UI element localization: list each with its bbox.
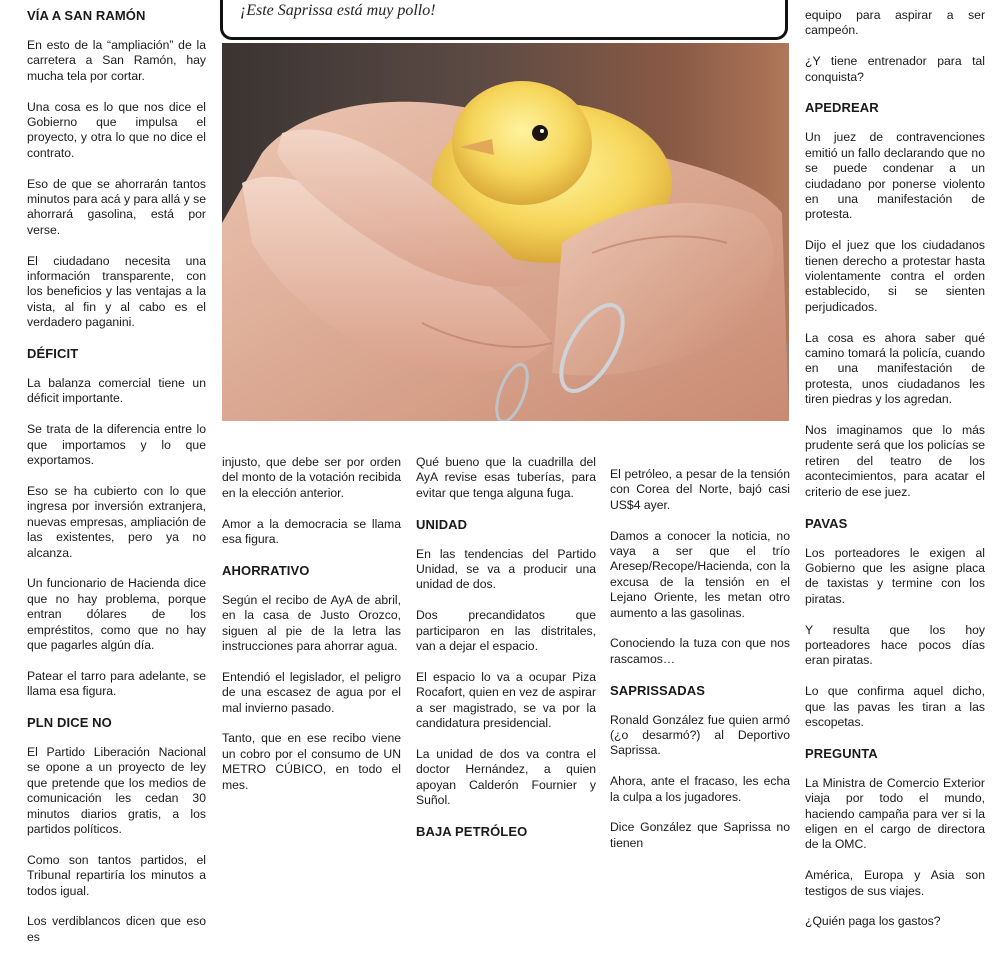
section-heading: PREGUNTA <box>805 745 878 761</box>
paragraph: Dice González que Saprissa no tienen <box>610 820 790 850</box>
paragraph: Se trata de la diferencia entre lo que importamos y lo que exportamos. <box>27 422 206 468</box>
paragraph: En esto de la “ampliación” de la carretera a San Ramón, hay mucha tela por cortar. <box>27 38 206 83</box>
column-1 <box>27 8 206 961</box>
column-5 <box>805 8 985 945</box>
section-heading: SAPRISSADAS <box>610 682 706 698</box>
paragraph: El petróleo, a pesar de la tensión con Corea del Norte, bajó casi US$4 ayer. <box>610 467 790 512</box>
photo-caption: ¡Este Saprissa está muy pollo! <box>240 2 436 19</box>
paragraph: Lo que confirma aquel dicho, que las pavas les tiran a las escopetas. <box>805 684 985 729</box>
paragraph: ¿Y tiene entrenador para tal conquista? <box>805 54 985 84</box>
section-heading: BAJA PETRÓLEO <box>416 823 528 839</box>
paragraph: Conociendo la tuza con que nos rascamos… <box>610 636 790 666</box>
paragraph: El espacio lo va a ocupar Piza Rocafort, quien en vez de aspirar a ser magistrado, se va por la candidatura presidencial. <box>416 669 596 731</box>
paragraph: La cosa es ahora saber qué camino tomará la policía, cuando en una manifestación de protesta, unos ciudadanos les tiren piedras y los agredan. <box>805 330 985 407</box>
paragraph: Un funcionario de Hacienda dice que no hay problema, porque entran dólares de los empréstitos, como que no hay que pagarles algún día. <box>27 576 206 652</box>
section-heading: AHORRATIVO <box>222 562 310 578</box>
column-4 <box>610 467 790 867</box>
paragraph: Tanto, que en ese recibo viene un cobro por el consumo de UN METRO CÚBICO, en todo el mes. <box>222 731 401 792</box>
paragraph: Qué bueno que la cuadrilla del AyA revise esas tuberías, para evitar que tenga alguna fuga. <box>416 455 596 500</box>
paragraph: Eso de que se ahorrarán tantos minutos para acá y para allá y se ahorrará gasolina, está por verse. <box>27 176 206 237</box>
paragraph: Eso se ha cubierto con lo que ingresa por inversión extranjera, nuevas empresas, ampliación de las existentes, pero ya no alcanza. <box>27 483 206 560</box>
paragraph: Una cosa es lo que nos dice el Gobierno que impulsa el proyecto, y otra lo que no dice el contrato. <box>27 99 206 160</box>
paragraph: injusto, que debe ser por orden del monto de la votación recibida en la elección anterior. <box>222 455 401 500</box>
paragraph: Un juez de contravenciones emitió un fallo declarando que no se puede condenar a un ciudadano por ponerse violento en una manifestación de protesta. <box>805 130 985 222</box>
paragraph: Y resulta que los hoy porteadores hace pocos días eran piratas. <box>805 622 985 668</box>
section-heading: DÉFICIT <box>27 346 79 362</box>
paragraph: Dos precandidatos que participaron en las distritales, van a dejar el espacio. <box>416 608 596 654</box>
column-2 <box>222 455 401 808</box>
paragraph: En las tendencias del Partido Unidad, se va a producir una unidad de dos. <box>416 546 596 592</box>
paragraph: Dijo el juez que los ciudadanos tienen derecho a protestar hasta violentamente contra el orden establecido, si se sienten perjudicados. <box>805 238 985 314</box>
paragraph: Ahora, ante el fracaso, les echa la culpa a los jugadores. <box>610 774 790 804</box>
section-heading: APEDREAR <box>805 100 879 116</box>
paragraph: Según el recibo de AyA de abril, en la casa de Justo Orozco, siguen al pie de la letra las instrucciones para ahorrar agua. <box>222 592 401 654</box>
column-3 <box>416 455 596 854</box>
paragraph: Ronald González fue quien armó (¿o desarmó?) al Deportivo Saprissa. <box>610 712 790 758</box>
paragraph: Patear el tarro para adelante, se llama esa figura. <box>27 668 206 699</box>
paragraph: ¿Quién paga los gastos? <box>805 914 941 929</box>
paragraph: Entendió el legislador, el peligro de una escasez de agua por el mal invierno pasado. <box>222 669 401 715</box>
paragraph: El Partido Liberación Nacional se opone a un proyecto de ley que pretende que los medios de comunicación les cedan 30 minutos diarios gratis, a los partidos políticos. <box>27 744 206 836</box>
section-heading: UNIDAD <box>416 516 468 532</box>
section-heading: PAVAS <box>805 515 848 531</box>
paragraph: Amor a la democracia se llama esa figura. <box>222 516 401 547</box>
paragraph: Los porteadores le exigen al Gobierno que les asigne placa de taxistas y termine con los piratas. <box>805 545 985 606</box>
chick-in-hands-photo <box>222 43 789 421</box>
paragraph: equipo para aspirar a ser campeón. <box>805 8 985 38</box>
paragraph: La unidad de dos va contra el doctor Hernández, a quien apoyan Calderón Fournier y Suñol. <box>416 746 596 808</box>
paragraph: Damos a conocer la noticia, no vaya a ser que el trío Aresep/Recope/Hacienda, con la excusa de la tensión en el Lejano Oriente, les metan otro aumento a las gasolinas. <box>610 528 790 620</box>
paragraph: Como son tantos partidos, el Tribunal repartiría los minutos a todos igual. <box>27 852 206 898</box>
section-heading: PLN DICE NO <box>27 714 112 730</box>
section-heading: VÍA A SAN RAMÓN <box>27 8 146 23</box>
paragraph: Los verdiblancos dicen que eso es <box>27 914 206 944</box>
paragraph: Nos imaginamos que lo más prudente será que los policías se retiren del teatro de los acontecimientos, para acatar el criterio de ese juez. <box>805 423 985 499</box>
paragraph: El ciudadano necesita una información transparente, con los beneficios y las ventajas a la vista, al fin y al cabo es el verdadero paganini. <box>27 253 206 330</box>
paragraph: La Ministra de Comercio Exterior viaja por todo el mundo, haciendo campaña para ver si la eligen en el cargo de directora de la OMC. <box>805 775 985 852</box>
paragraph: La balanza comercial tiene un déficit importante. <box>27 376 206 406</box>
paragraph: América, Europa y Asia son testigos de sus viajes. <box>805 868 985 898</box>
